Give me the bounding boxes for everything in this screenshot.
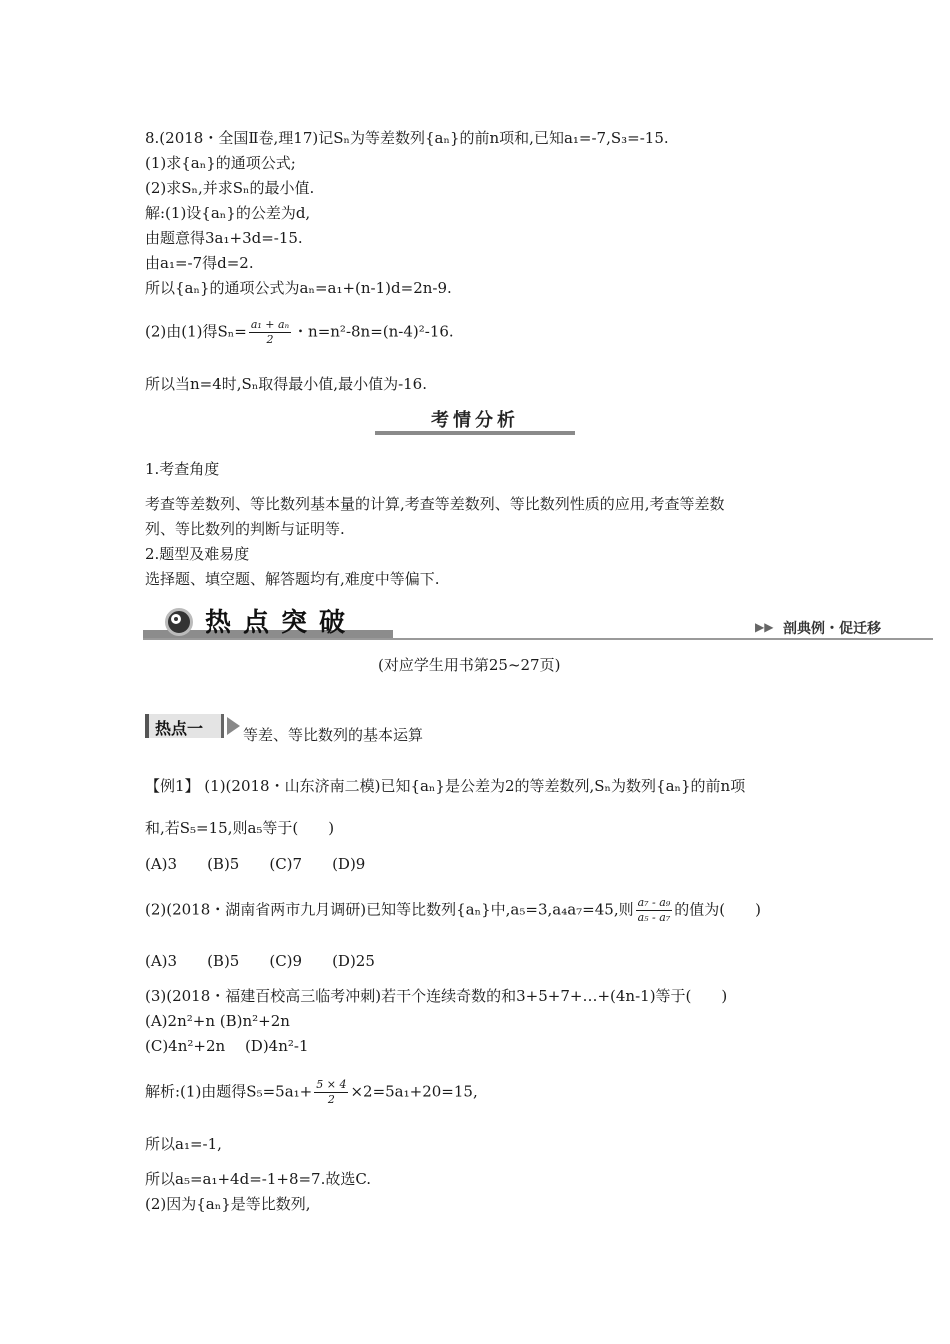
example-text: 的值为( ) (674, 900, 761, 919)
solution-text: 解析:(1)由题得S₅=5a₁+ (145, 1082, 313, 1101)
double-arrow-icon: ▶▶ (755, 620, 774, 634)
q8-solution-line: 解:(1)设{aₙ}的公差为d, (145, 204, 311, 222)
q8-solution-line: 所以当n=4时,Sₙ取得最小值,最小值为-16. (145, 375, 427, 393)
q8-statement: 8.(2018・全国Ⅱ卷,理17)记Sₙ为等差数列{aₙ}的前n项和,已知a₁=-7,S₃=-15. (145, 129, 669, 147)
q8-part1: (1)求{aₙ}的通项公式; (145, 154, 296, 172)
analysis-heading: 2.题型及难易度 (145, 545, 250, 563)
page-reference: (对应学生用书第25~27页) (378, 656, 561, 674)
solution-line: (2)因为{aₙ}是等比数列, (145, 1195, 311, 1213)
example-options: (A)2n²+n (B)n²+2n (145, 1012, 290, 1030)
hotspot-banner (143, 600, 933, 644)
formula-text: ・n=n²-8n=(n-4)²-16. (293, 322, 454, 341)
hotspot-title: 等差、等比数列的基本运算 (243, 726, 424, 744)
hotspot-tag (145, 714, 221, 738)
solution-text: ×2=5a₁+20=15, (350, 1082, 478, 1101)
q8-solution-formula (145, 318, 454, 347)
hotspot-tag-label: 热点一 (155, 719, 204, 738)
solution-line: 所以a₅=a₁+4d=-1+8=7.故选C. (145, 1170, 372, 1188)
solution-line: 所以a₁=-1, (145, 1135, 222, 1153)
fraction (314, 1078, 348, 1107)
fraction-numerator: 5 × 4 (316, 1078, 347, 1091)
example-line-fraction (145, 896, 761, 925)
banner-subtitle: 剖典例・促迁移 (783, 621, 881, 637)
fraction (249, 318, 291, 347)
analysis-paragraph: 列、等比数列的判断与证明等. (145, 520, 345, 538)
triangle-right-icon (227, 717, 240, 735)
fraction-denominator: a₅ - a₇ (637, 911, 671, 924)
q8-solution-line: 由a₁=-7得d=2. (145, 254, 254, 272)
analysis-heading: 1.考查角度 (145, 460, 220, 478)
section-title-text: 考情分析 (431, 410, 519, 431)
solution-formula (145, 1078, 478, 1107)
example-options: (C)4n²+2n (D)4n²-1 (145, 1037, 309, 1055)
analysis-section-title (375, 404, 575, 436)
hotspot-separator (221, 714, 224, 738)
example-text: (2)(2018・湖南省两市九月调研)已知等比数列{aₙ}中,a₅=3,a₄a₇=45,则 (145, 900, 634, 919)
q8-solution-line: 由题意得3a₁+3d=-15. (145, 229, 303, 247)
fraction-denominator: 2 (327, 1093, 335, 1106)
banner-title: 热点突破 (205, 608, 358, 638)
fraction (636, 896, 673, 925)
fraction-numerator: a₇ - a₉ (637, 896, 671, 909)
fraction-denominator: 2 (266, 333, 274, 346)
analysis-paragraph: 选择题、填空题、解答题均有,难度中等偏下. (145, 570, 440, 588)
example-line: 和,若S₅=15,则a₅等于( ) (145, 819, 335, 837)
analysis-paragraph: 考查等差数列、等比数列基本量的计算,考查等差数列、等比数列性质的应用,考查等差数 (145, 495, 725, 513)
example-options: (A)3 (B)5 (C)7 (D)9 (145, 855, 366, 873)
example-line: 【例1】 (1)(2018・山东济南二模)已知{aₙ}是公差为2的等差数列,Sₙ为数列{aₙ}的前n项 (145, 777, 746, 795)
q8-part2: (2)求Sₙ,并求Sₙ的最小值. (145, 179, 315, 197)
section-title-underline (375, 431, 575, 435)
example-line: (3)(2018・福建百校高三临考冲刺)若干个连续奇数的和3+5+7+…+(4n-1)等于( ) (145, 987, 728, 1005)
target-icon-dot (174, 617, 178, 621)
example-options: (A)3 (B)5 (C)9 (D)25 (145, 952, 375, 970)
fraction-numerator: a₁ + aₙ (250, 318, 290, 331)
q8-solution-line: 所以{aₙ}的通项公式为aₙ=a₁+(n-1)d=2n-9. (145, 279, 452, 297)
formula-text: (2)由(1)得Sₙ= (145, 322, 247, 341)
